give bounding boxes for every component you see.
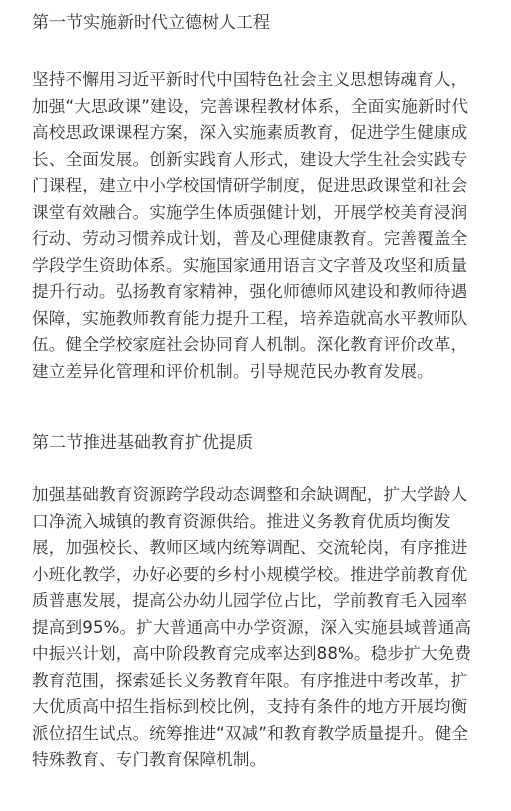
paragraph-line: 高校思政课课程方案，深入实施素质教育，促进学生健康成 [32, 123, 468, 142]
paragraph-line: 加强基础教育资源跨学段动态调整和余缺调配，扩大学龄人 [32, 485, 468, 504]
paragraph-line: 展，加强校长、教师区域内统筹调配、交流轮岗，有序推进 [32, 538, 468, 557]
section-2-heading: 第二节推进基础教育扩优提质 [32, 433, 253, 453]
paragraph-line: 小班化教学，办好必要的乡村小规模学校。推进学前教育优 [32, 564, 468, 584]
paragraph-line: 质普惠发展，提高公办幼儿园学位占比，学前教育毛入园率 [32, 591, 468, 610]
paragraph-line: 行动、劳动习惯养成计划，普及心理健康教育。完善覆盖全 [32, 229, 468, 248]
section-2-paragraph [32, 482, 492, 774]
section-1-paragraph [32, 67, 492, 385]
paragraph-line: 坚持不懈用习近平新时代中国特色社会主义思想铸魂育人， [32, 70, 468, 89]
paragraph-line: 伍。健全学校家庭社会协同育人机制。深化教育评价改革， [32, 335, 468, 354]
paragraph-line: 课堂有效融合。实施学生体质强健计划，开展学校美育浸润 [32, 202, 468, 222]
paragraph-line: 教育范围，探索延长义务教育年限。有序推进中考改革，扩 [32, 670, 468, 690]
paragraph-line: 大优质高中招生指标到校比例，支持有条件的地方开展均衡 [32, 697, 468, 716]
paragraph-line: 口净流入城镇的教育资源供给。推进义务教育优质均衡发 [32, 511, 451, 531]
paragraph-line: 提升行动。弘扬教育家精神，强化师德师风建设和教师待遇 [32, 282, 468, 301]
paragraph-line: 学段学生资助体系。实施国家通用语言文字普及攻坚和质量 [32, 255, 468, 275]
paragraph-line: 长、全面发展。创新实践育人形式，建设大学生社会实践专 [32, 149, 468, 169]
paragraph-line: 建立差异化管理和评价机制。引导规范民办教育发展。 [32, 361, 434, 381]
paragraph-line: 加强“大思政课”建设，完善课程教材体系，全面实施新时代 [32, 96, 469, 116]
section-1-heading: 第一节实施新时代立德树人工程 [32, 13, 270, 33]
paragraph-line: 提高到95%。扩大普通高中办学资源，深入实施县域普通高 [32, 617, 472, 637]
paragraph-line: 特殊教育、专门教育保障机制。 [32, 750, 267, 769]
paragraph-line: 中振兴计划，高中阶段教育完成率达到88%。稳步扩大免费 [32, 644, 472, 663]
paragraph-line: 派位招生试点。统筹推进“双减”和教育教学质量提升。健全 [32, 723, 469, 743]
paragraph-line: 保障，实施教师教育能力提升工程，培养造就高水平教师队 [32, 308, 468, 328]
paragraph-line: 门课程，建立中小学校国情研学制度，促进思政课堂和社会 [32, 176, 468, 195]
